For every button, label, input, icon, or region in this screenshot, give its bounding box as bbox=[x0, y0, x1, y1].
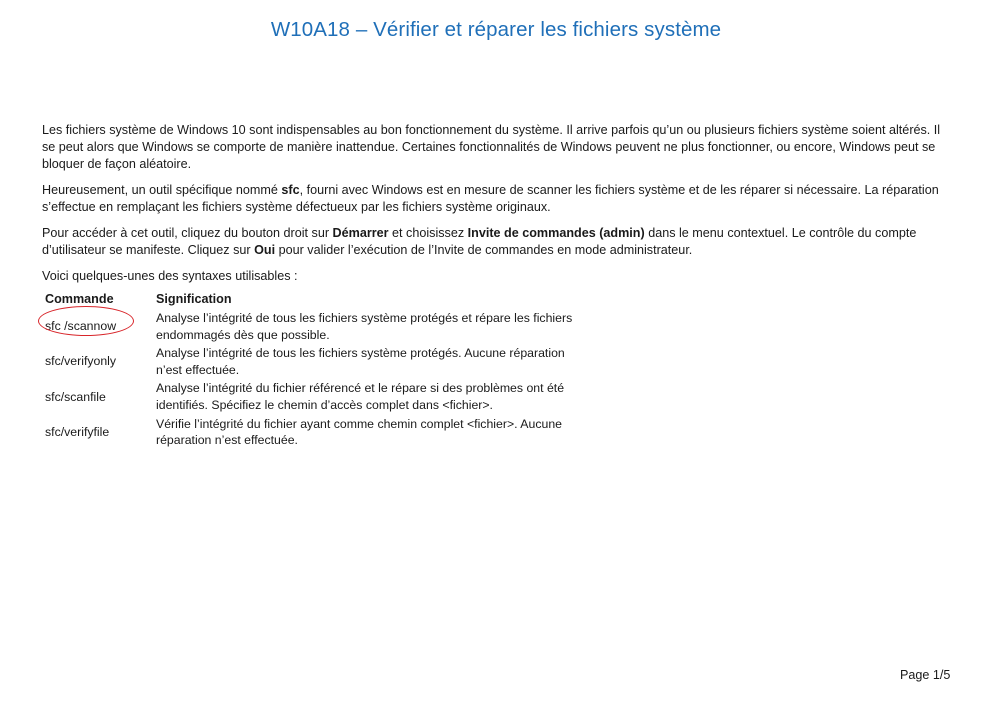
sfc-paragraph-text-1: Heureusement, un outil spécifique nommé bbox=[42, 183, 282, 197]
meaning-cell: Analyse l’intégrité de tous les fichiers système protégés et répare les fichiers endommagés dès que possible. bbox=[156, 311, 573, 342]
access-paragraph bbox=[42, 225, 952, 259]
page-number: Page 1/5 bbox=[900, 668, 951, 682]
table-row bbox=[42, 380, 581, 415]
table-header-row bbox=[42, 291, 581, 310]
access-text-1: Pour accéder à cet outil, cliquez du bouton droit sur bbox=[42, 226, 333, 240]
document-body bbox=[42, 122, 952, 451]
table-row bbox=[42, 416, 581, 451]
command-cell bbox=[42, 310, 153, 345]
access-text-3: dans le menu contextuel. Le contrôle du compte d’utilisateur se manifeste. Cliquez sur bbox=[42, 226, 917, 257]
meaning-cell: Analyse l’intégrité de tous les fichiers système protégés. Aucune réparation n’est effectuée. bbox=[156, 346, 565, 377]
command-text: sfc /scannow bbox=[45, 319, 117, 334]
access-text-2: et choisissez bbox=[388, 226, 468, 240]
yes-term: Oui bbox=[254, 243, 276, 257]
sfc-paragraph bbox=[42, 182, 952, 216]
access-text-4: pour valider l’exécution de l’Invite de commandes en mode administrateur. bbox=[275, 243, 693, 257]
meaning-cell: Vérifie l’intégrité du fichier ayant comme chemin complet <fichier>. Aucune réparation n’est effectuée. bbox=[156, 416, 562, 448]
page-title: W10A18 – Vérifier et réparer les fichiers système bbox=[270, 18, 722, 41]
command-cell: sfc/verifyfile bbox=[45, 424, 110, 439]
column-header-command: Commande bbox=[45, 292, 114, 306]
syntax-intro: Voici quelques-unes des syntaxes utilisables : bbox=[42, 269, 298, 283]
command-table bbox=[42, 291, 581, 451]
table-row bbox=[42, 345, 581, 380]
start-menu-term: Démarrer bbox=[332, 226, 389, 240]
admin-command-prompt-term: Invite de commandes (admin) bbox=[467, 226, 645, 240]
sfc-tool-name: sfc bbox=[281, 183, 300, 197]
table-row bbox=[42, 310, 581, 345]
command-cell: sfc/scanfile bbox=[45, 389, 106, 404]
meaning-cell: Analyse l’intégrité du fichier référencé et le répare si des problèmes ont été identifiés. Spécifiez le chemin d’accès complet dans <fichier>. bbox=[156, 381, 565, 412]
command-cell: sfc/verifyonly bbox=[45, 354, 117, 369]
highlight-circle bbox=[38, 306, 134, 336]
column-header-meaning: Signification bbox=[156, 292, 232, 306]
sfc-paragraph-text-2: , fourni avec Windows est en mesure de scanner les fichiers système et de les réparer si nécessaire. La réparation s’effectue en remplaçant les fichiers système défectueux par les fichiers système originaux. bbox=[42, 183, 939, 214]
intro-paragraph: Les fichiers système de Windows 10 sont indispensables au bon fonctionnement du système. Il arrive parfois qu’un ou plusieurs fichiers système soient altérés. Il se peut alors que Windows se comporte de manière inattendue. Certaines fonctionnalités de Windows peuvent ne plus fonctionner, ou encore, Windows peut se bloquer de façon aléatoire. bbox=[42, 123, 941, 171]
